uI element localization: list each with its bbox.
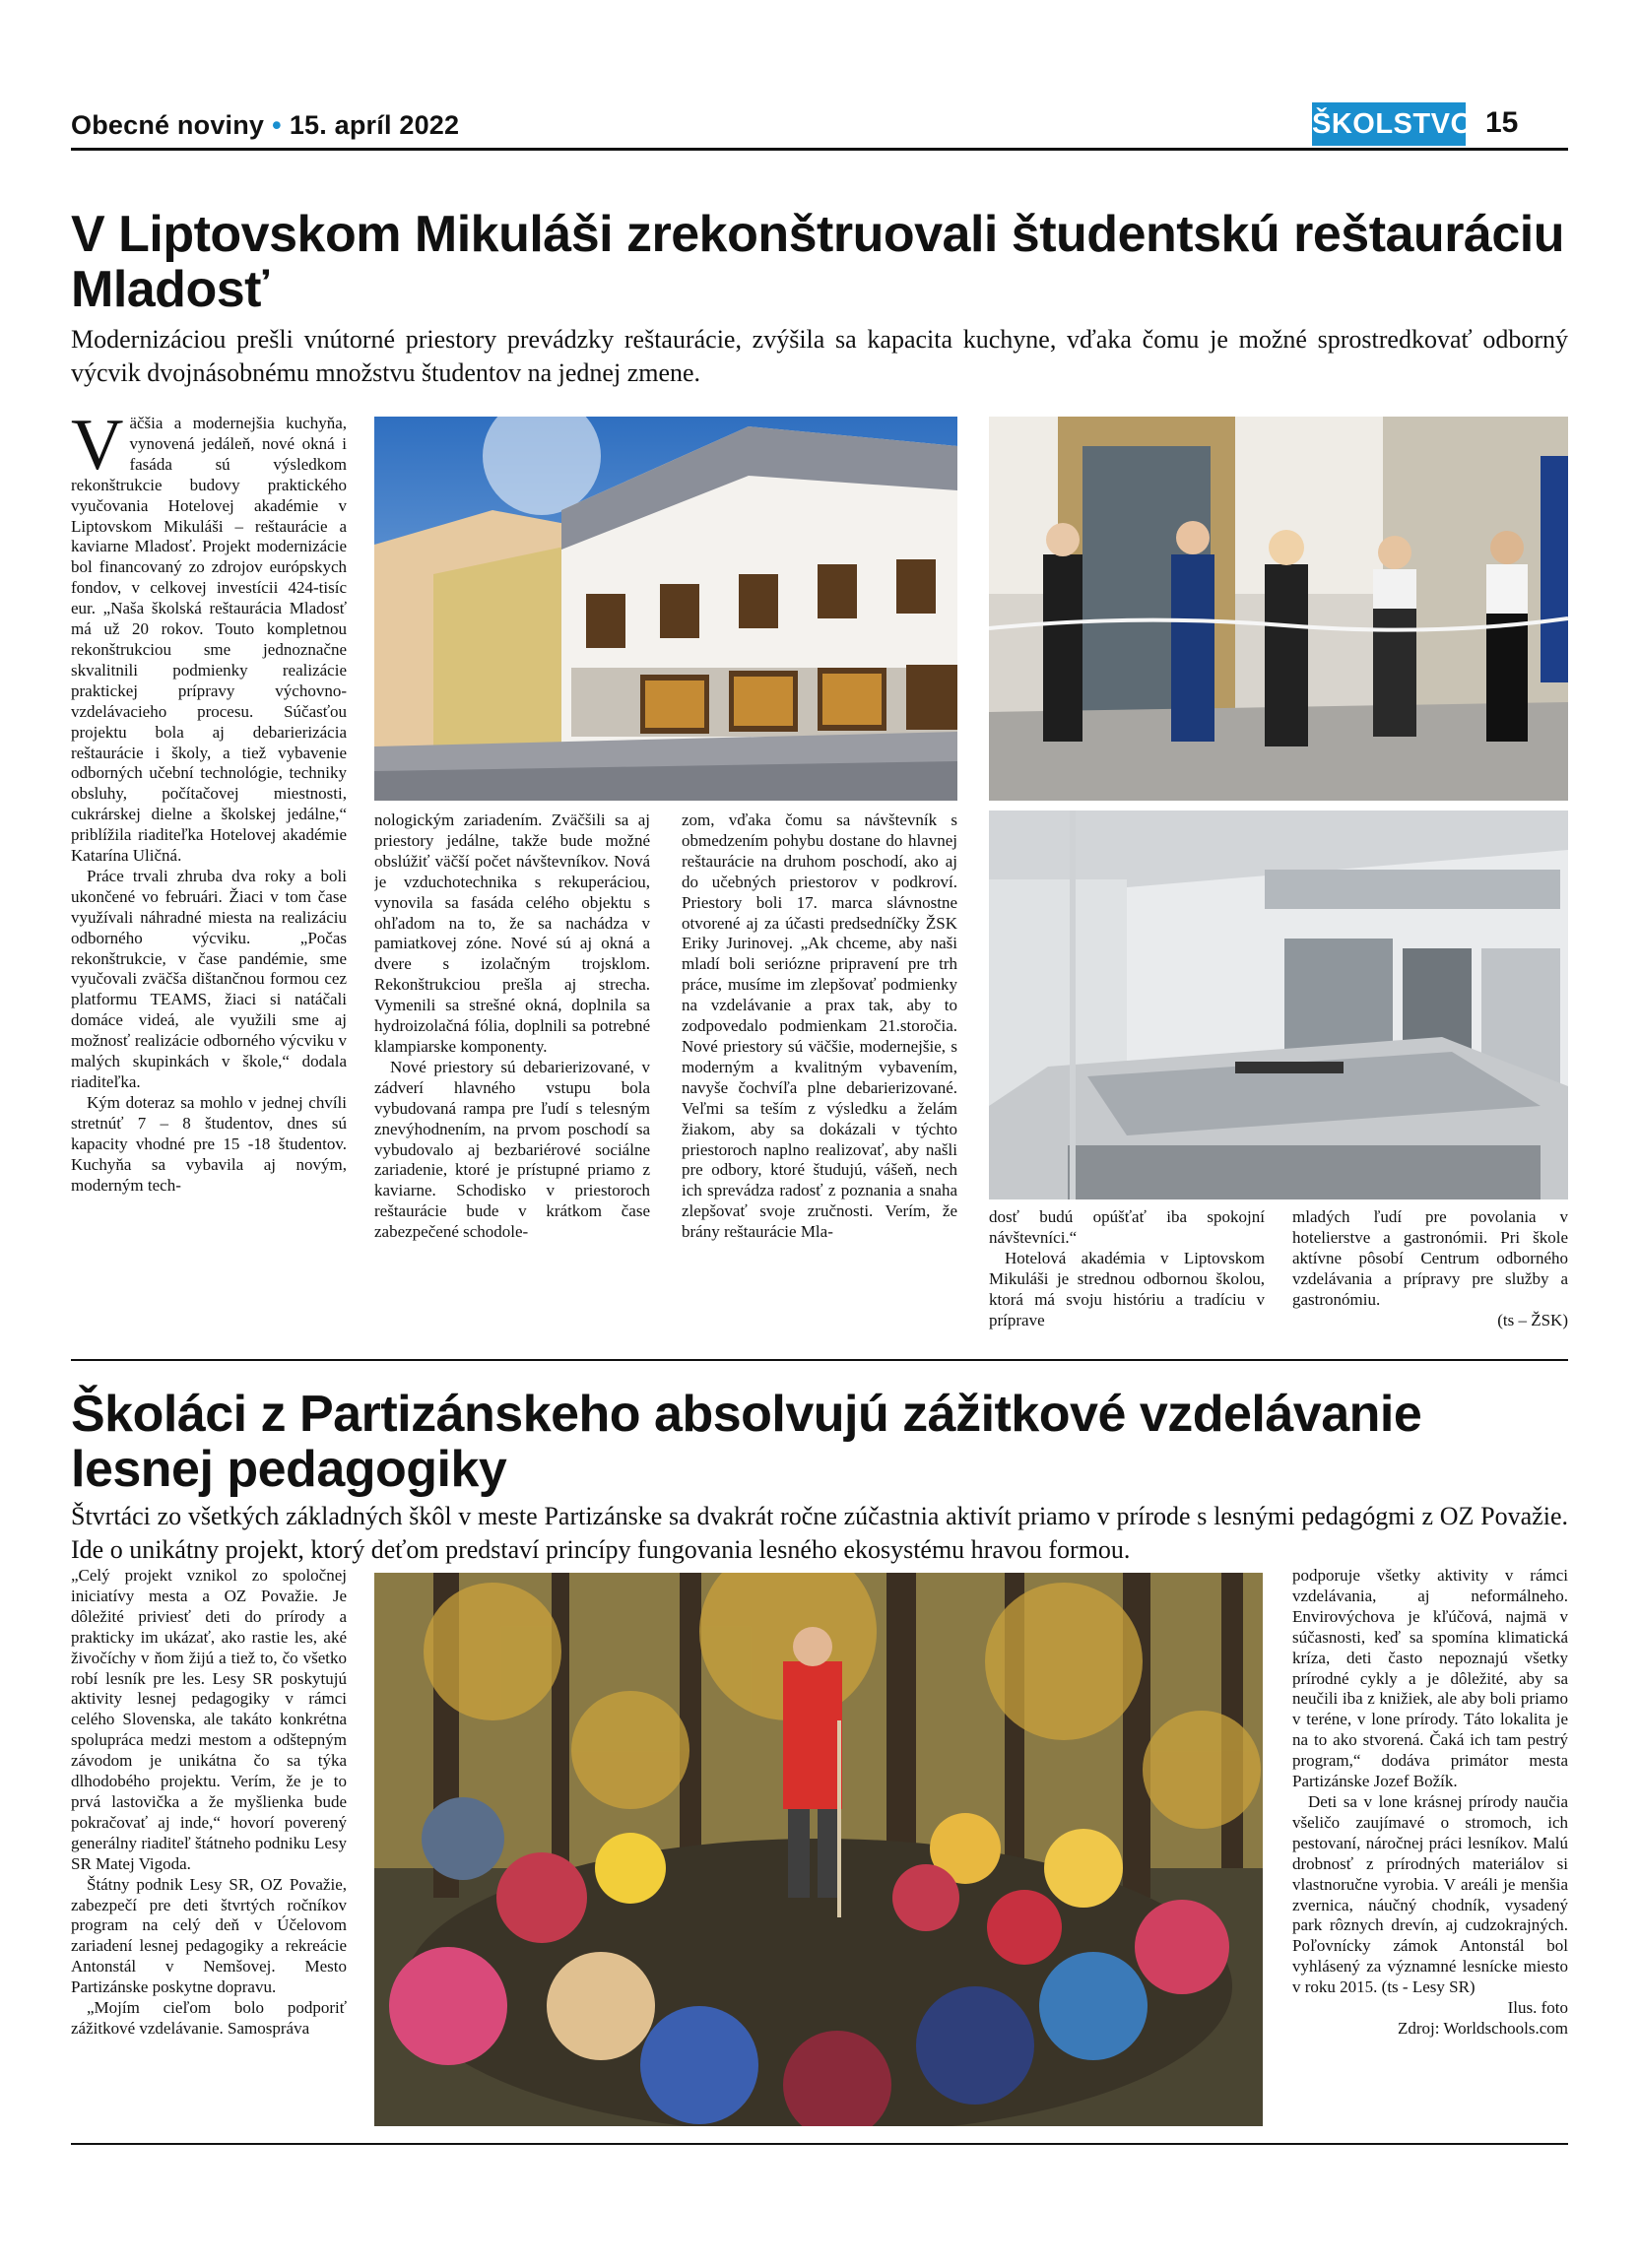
article1-column-5 <box>1292 1207 1568 1345</box>
masthead <box>71 110 459 141</box>
photo-ribbon-cutting <box>989 417 1568 801</box>
paragraph: Štátny podnik Lesy SR, OZ Považie, zabezpečí pre deti štvrtých ročníkov program na celý deň v Účelovom zariadení lesnej pedagogiky a rekreácie Antonstál v Nemšovej. Mesto Partizánske poskytne dopravu. <box>71 1874 347 1997</box>
section-badge: ŠKOLSTVO <box>1312 102 1466 146</box>
photo-kitchen <box>989 810 1568 1199</box>
article-divider <box>71 1359 1568 1361</box>
article1-column-3 <box>682 810 957 1344</box>
article1-title: V Liptovskom Mikuláši zrekonštruovali študentskú reštauráciu Mladosť <box>71 206 1564 318</box>
article2-column-2 <box>1292 1566 1568 2137</box>
paragraph: dosť budú opúšťať iba spokojní návštevníci.“ <box>989 1207 1265 1247</box>
photo-forest-children <box>374 1573 1263 2126</box>
article2-title: Školáci z Partizánskeho absolvujú zážitkové vzdelávanie lesnej pedagogiky <box>71 1386 1422 1498</box>
paragraph: nologickým zariadením. Zväčšili sa aj priestory jedálne, takže bude možné obslúžiť väčší počet návštevníkov. Nová je vzduchotechnika s rekuperáciou, vynovila sa fasáda celého objektu s ohľadom na to, že sa nachádza v pamiatkovej zóne. Nové sú aj okná a dvere s izolačným trojsklom. Rekonštrukciou prešla aj strecha. Vymenili sa strešné okná, doplnila sa hydroizolačná fólia, doplnili sa potrebné klampiarske komponenty. <box>374 810 650 1056</box>
photo-restaurant-building <box>374 417 957 801</box>
article2-column-1 <box>71 1566 347 2127</box>
photo-credit: Ilus. foto <box>1507 1998 1568 2018</box>
paragraph: zom, vďaka čomu sa návštevník s obmedzením pohybu dostane do hlavnej reštaurácie na druhom poschodí, ako aj do učebných priestorov v podkroví. Priestory boli 17. marca slávnostne otvorené aj za účasti predsedníčky ŽSK Eriky Jurinovej. „Ak chceme, aby naši mladí boli seriózne pripravení pre trh práce, musíme im zlepšovať podmienky na vzdelávanie a prax tak, aby to zodpovedalo podmienkam 21.storočia. Nové priestory sú väčšie, modernejšie, s moderným a kvalitným vybavením, navyše čochvíľa plne debarierizované. Veľmi sa teším z výsledku a želám žiakom, aby sa dokázali v týchto priestoroch naplno realizovať, aby našli pre odbory, ktoré študujú, vášeň, nech ich sprevádza radosť z poznania a snaha zlepšovať svoje zručnosti. Verím, že brány reštaurácie Mla- <box>682 810 957 1242</box>
publication-name: Obecné noviny <box>71 110 265 140</box>
paragraph: Nové priestory sú debarierizované, v zádverí hlavného vstupu bola vybudovaná rampa pre ľudí s telesným znevýhodnením, na prvom poschodí sa vybudovalo aj bezbariérové sociálne zariadenie, ktoré je prístupné priamo z kaviarne. Schodisko v priestoroch reštaurácie bude v krátkom čase zabezpečené schodole- <box>374 1057 650 1242</box>
paragraph: Deti sa v lone krásnej prírody naučia všeličo zaujímavé o stromoch, ich pestovaní, náročnej práci lesníkov. Malú drobnosť z prírodných materiálov si vlastnoručne vyrobia. V areáli je menšia zvernica, náučný chodník, vysadený park rôznych drevín, aj cudzokrajných. Poľovnícky zámok Antonstál bol vyhlásený za významné lesnícke miesto v roku 2015. (ts - Lesy SR) <box>1292 1791 1568 1997</box>
paragraph: Práce trvali zhruba dva roky a boli ukončené vo februári. Žiaci v tom čase využívali náhradné miesta na realizáciu odborného výcviku. „Počas rekonštrukcie, v čase pandémie, sme vyučovali zväčša dištančnou formou cez platformu TEAMS, žiaci si natáčali domáce videá, ale využili sme aj možnosť realizácie odborného výcviku v malých skupinkách v škole,“ dodala riaditeľka. <box>71 866 347 1091</box>
paragraph: „Mojím cieľom bolo podporiť zážitkové vzdelávanie. Samospráva <box>71 1998 347 2038</box>
dropcap: V <box>71 414 124 486</box>
paragraph: äčšia a modernejšia kuchyňa, vynovená jedáleň, nové okná i fasáda sú výsledkom rekonštrukcie budovy praktického vyučovania Hotelovej akadémie v Liptovskom Mikuláši – reštaurácie a kaviarne Mladosť. Projekt modernizácie bol financovaný zo zdrojov európskych fondov, v celkovej investícii 424-tisíc eur. „Naša školská reštaurácia Mladosť má už 20 rokov. Touto kompletnou rekonštrukciou sme jednoznačne skvalitnili podmienky realizácie praktickej prípravy výchovno-vzdelávacieho procesu. Súčasťou projektu bola aj debarierizácia reštaurácie i školy, a tiež vybavenie odborných učební technológie, techniky obsluhy, počítačovej miestnosti, cukrárskej dielne a školskej jedálne,“ priblížila riaditeľka Hotelovej akadémie Katarína Uličná. <box>71 414 347 866</box>
article1-credit: (ts – ŽSK) <box>1497 1310 1568 1329</box>
paragraph: podporuje všetky aktivity v rámci vzdelávania, aj neformálneho. Envirovýchova je kľúčová, najmä v súčasnosti, keď sa spomína klimatická kríza, deti často nepoznajú všetky prírodné cykly a je dôležité, aby sa neučili iba z knižiek, ale aby boli priamo v teréne, v lone prírody. Táto lokalita je na to ako stvorená. Čaká ich tam pestrý program,“ dodáva primátor mesta Partizánske Jozef Božík. <box>1292 1566 1568 1791</box>
issue-date: 15. apríl 2022 <box>289 110 460 140</box>
paragraph: „Celý projekt vznikol zo spoločnej iniciatívy mesta a OZ Považie. Je dôležité priviesť deti do prírody a prakticky im ukázať, ako rastie les, aké živočíchy v ňom žijú a tiež to, čo všetko robí lesník pre les. Lesy SR poskytujú aktivity lesnej pedagogiky v rámci celého Slovenska, ale takáto konkrétna spolupráca medzi mestom a odštepným závodom je unikátna čo sa týka dlhodobého projektu. Verím, že je to prvá lastovička a že myšlienka bude pokračovať aj inde,“ hovorí poverený generálny riaditeľ štátneho podniku Lesy SR Matej Vigoda. <box>71 1566 347 1873</box>
article1-column-4 <box>989 1207 1265 1345</box>
footer-rule <box>71 2143 1568 2145</box>
header-rule <box>71 148 1568 151</box>
paragraph: Hotelová akadémia v Liptovskom Mikuláši je strednou odbornou školou, ktorá má svoju históriu a tradíciu v príprave <box>989 1248 1265 1329</box>
page-number: 15 <box>1485 106 1519 139</box>
paragraph: mladých ľudí pre povolania v hotelierstve a gastronómii. Pri škole aktívne pôsobí Centrum odborného vzdelávania a prípravy pre služby a gastronómiu. <box>1292 1207 1568 1309</box>
article1-column-2 <box>374 810 650 1344</box>
article1-column-1 <box>71 414 347 1344</box>
article2-lead: Štvrtáci zo všetkých základných škôl v meste Partizánske sa dvakrát ročne zúčastnia aktivít priamo v prírode s lesnými pedagógmi z OZ Považie. Ide o unikátny projekt, ktorý deťom predstaví princípy fungovania lesného ekosystému hravou formou. <box>71 1502 1568 1564</box>
separator-dot: • <box>272 110 282 140</box>
article1-lead: Modernizáciou prešli vnútorné priestory prevádzky reštaurácie, zvýšila sa kapacita kuchyne, vďaka čomu je možné sprostredkovať odborný výcvik dvojnásobnému množstvu študentov na jednej zmene. <box>71 325 1568 387</box>
paragraph: Kým doteraz sa mohlo v jednej chvíli stretnúť 7 – 8 študentov, dnes sú kapacity vhodné pre 15 -18 študentov. Kuchyňa sa vybavila aj novým, moderným tech- <box>71 1092 347 1195</box>
photo-source: Zdroj: Worldschools.com <box>1397 2018 1568 2038</box>
